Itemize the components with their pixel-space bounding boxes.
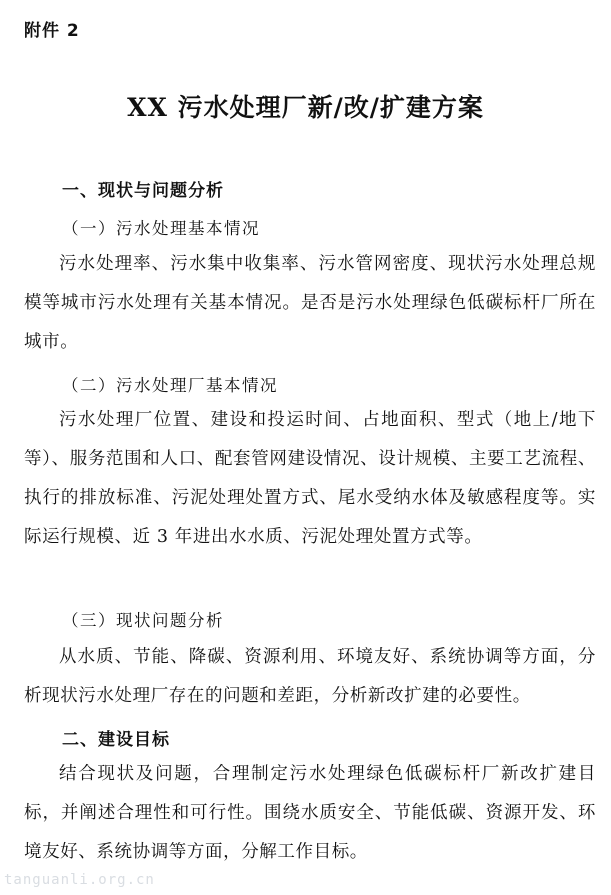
section-1-1-heading: （一）污水处理基本情况 (62, 219, 260, 238)
section-1-2-heading: （二）污水处理厂基本情况 (62, 376, 278, 395)
watermark: tanguanli.org.cn (4, 872, 155, 888)
section-1-heading: 一、现状与问题分析 (62, 181, 224, 201)
section-1-1-body: 污水处理率、污水集中收集率、污水管网密度、现状污水处理总规模等城市污水处理有关基本情况。是否是污水处理绿色低碳标杆厂所在城市。 (24, 254, 596, 352)
section-1-3-heading: （三）现状问题分析 (62, 611, 224, 630)
section-2-heading: 二、建设目标 (62, 730, 170, 750)
section-2-body: 结合现状及问题，合理制定污水处理绿色低碳标杆厂新改扩建目标，并阐述合理性和可行性。围绕水质安全、节能低碳、资源开发、环境友好、系统协调等方面，分解工作目标。 (24, 764, 596, 862)
document-title: XX 污水处理厂新/改/扩建方案 (127, 93, 484, 122)
attachment-label: 附件 2 (24, 21, 80, 41)
section-1-3-body: 从水质、节能、降碳、资源利用、环境友好、系统协调等方面，分析现状污水处理厂存在的问题和差距，分析新改扩建的必要性。 (24, 647, 596, 706)
section-1-2-body: 污水处理厂位置、建设和投运时间、占地面积、型式（地上/地下等）、服务范围和人口、配套管网建设情况、设计规模、主要工艺流程、执行的排放标准、污泥处理处置方式、尾水受纳水体及敏感程度等。实际运行规模、近 3 年进出水水质、污泥处理处置方式等。 (24, 410, 596, 547)
